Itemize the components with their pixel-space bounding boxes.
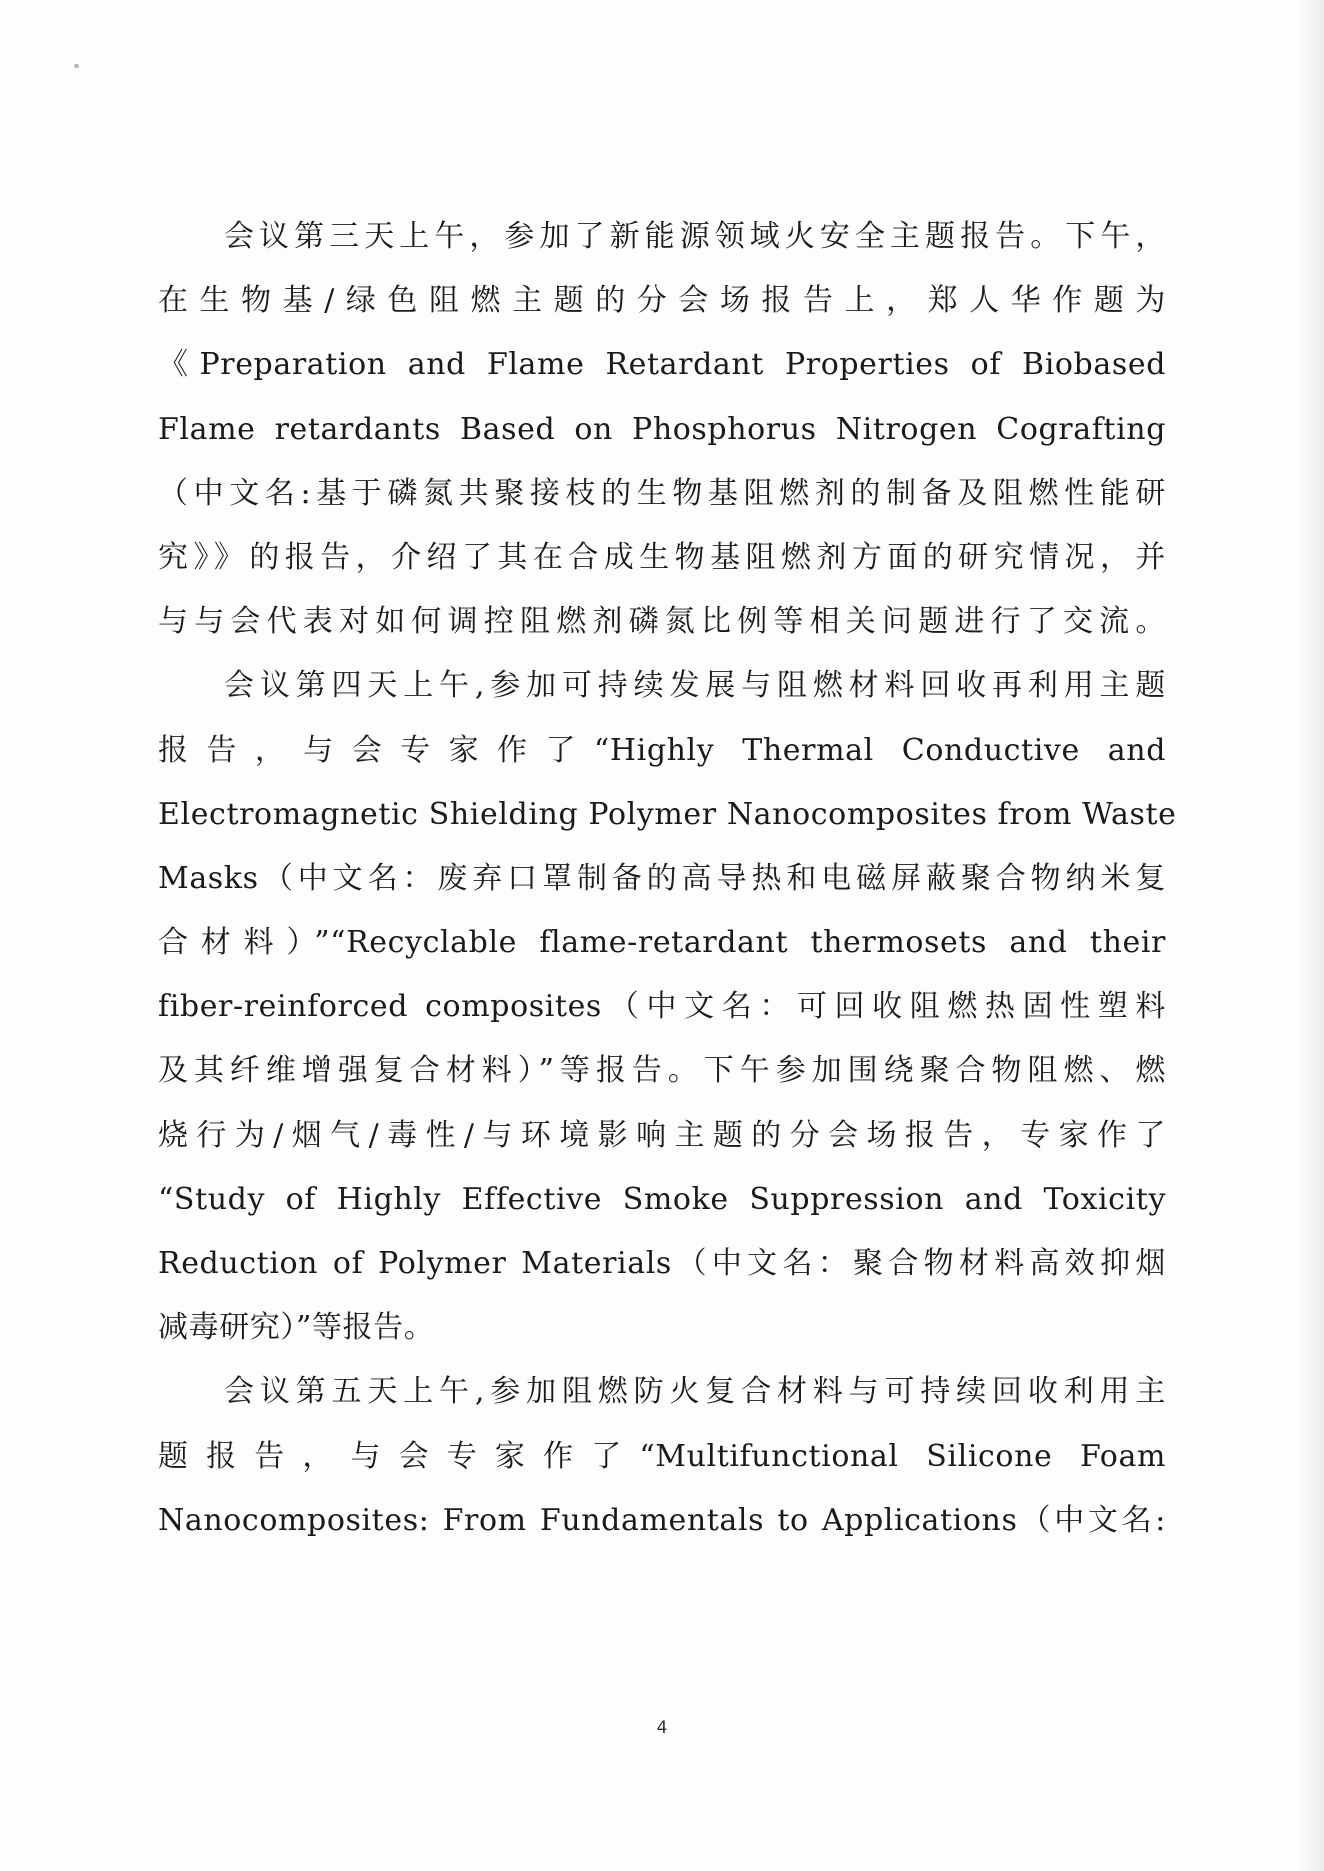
text-line: Electromagnetic Shielding Polymer Nanocomposites from Waste: [158, 796, 1177, 832]
text-line: 在生物基/绿色阻燃主题的分会场报告上，郑人华作题为: [158, 283, 1166, 319]
text-line: 题报告，与会专家作了“Multifunctional Silicone Foam: [158, 1438, 1166, 1474]
text-line: 报告，与会专家作了“Highly Thermal Conductive and: [158, 732, 1166, 768]
text-line: fiber-reinforced composites（中文名：可回收阻燃热固性塑料: [158, 989, 1166, 1025]
body-text: [158, 205, 1177, 1553]
page-number: 4: [656, 1718, 668, 1738]
text-line: 会议第三天上午，参加了新能源领域火安全主题报告。下午，: [224, 219, 1166, 254]
scan-edge-shadow: [1298, 0, 1324, 1871]
text-line: （中文名:基于磷氮共聚接枝的生物基阻燃剂的制备及阻燃性能研: [158, 475, 1166, 511]
text-line: 会议第五天上午,参加阻燃防火复合材料与可持续回收利用主: [224, 1374, 1166, 1410]
text-line: “Study of Highly Effective Smoke Suppression and Toxicity: [158, 1181, 1166, 1217]
text-line: 合材料）”“Recyclable flame-retardant thermosets and their: [158, 925, 1166, 961]
text-line: Nanocomposites: From Fundamentals to Applications（中文名:: [158, 1502, 1166, 1538]
text-line: 会议第四天上午,参加可持续发展与阻燃材料回收再利用主题: [224, 668, 1166, 704]
text-line: 与与会代表对如何调控阻燃剂磷氮比例等相关问题进行了交流。: [158, 604, 1166, 640]
text-line: 烧行为/烟气/毒性/与环境影响主题的分会场报告，专家作了: [158, 1117, 1166, 1153]
text-line: 《Preparation and Flame Retardant Properties of Biobased: [158, 347, 1166, 383]
text-line: 及其纤维增强复合材料）”等报告。下午参加围绕聚合物阻燃、燃: [158, 1053, 1166, 1089]
text-line: 减毒研究）”等报告。: [158, 1310, 435, 1346]
text-line: Masks（中文名：废弃口罩制备的高导热和电磁屏蔽聚合物纳米复: [158, 860, 1166, 896]
text-line: Reduction of Polymer Materials（中文名：聚合物材料高效抑烟: [158, 1246, 1166, 1281]
text-line: 究》》的报告，介绍了其在合成生物基阻燃剂方面的研究情况，并: [158, 539, 1166, 575]
text-line: Flame retardants Based on Phosphorus Nitrogen Cografting: [158, 411, 1166, 447]
scan-speck: [74, 64, 79, 68]
